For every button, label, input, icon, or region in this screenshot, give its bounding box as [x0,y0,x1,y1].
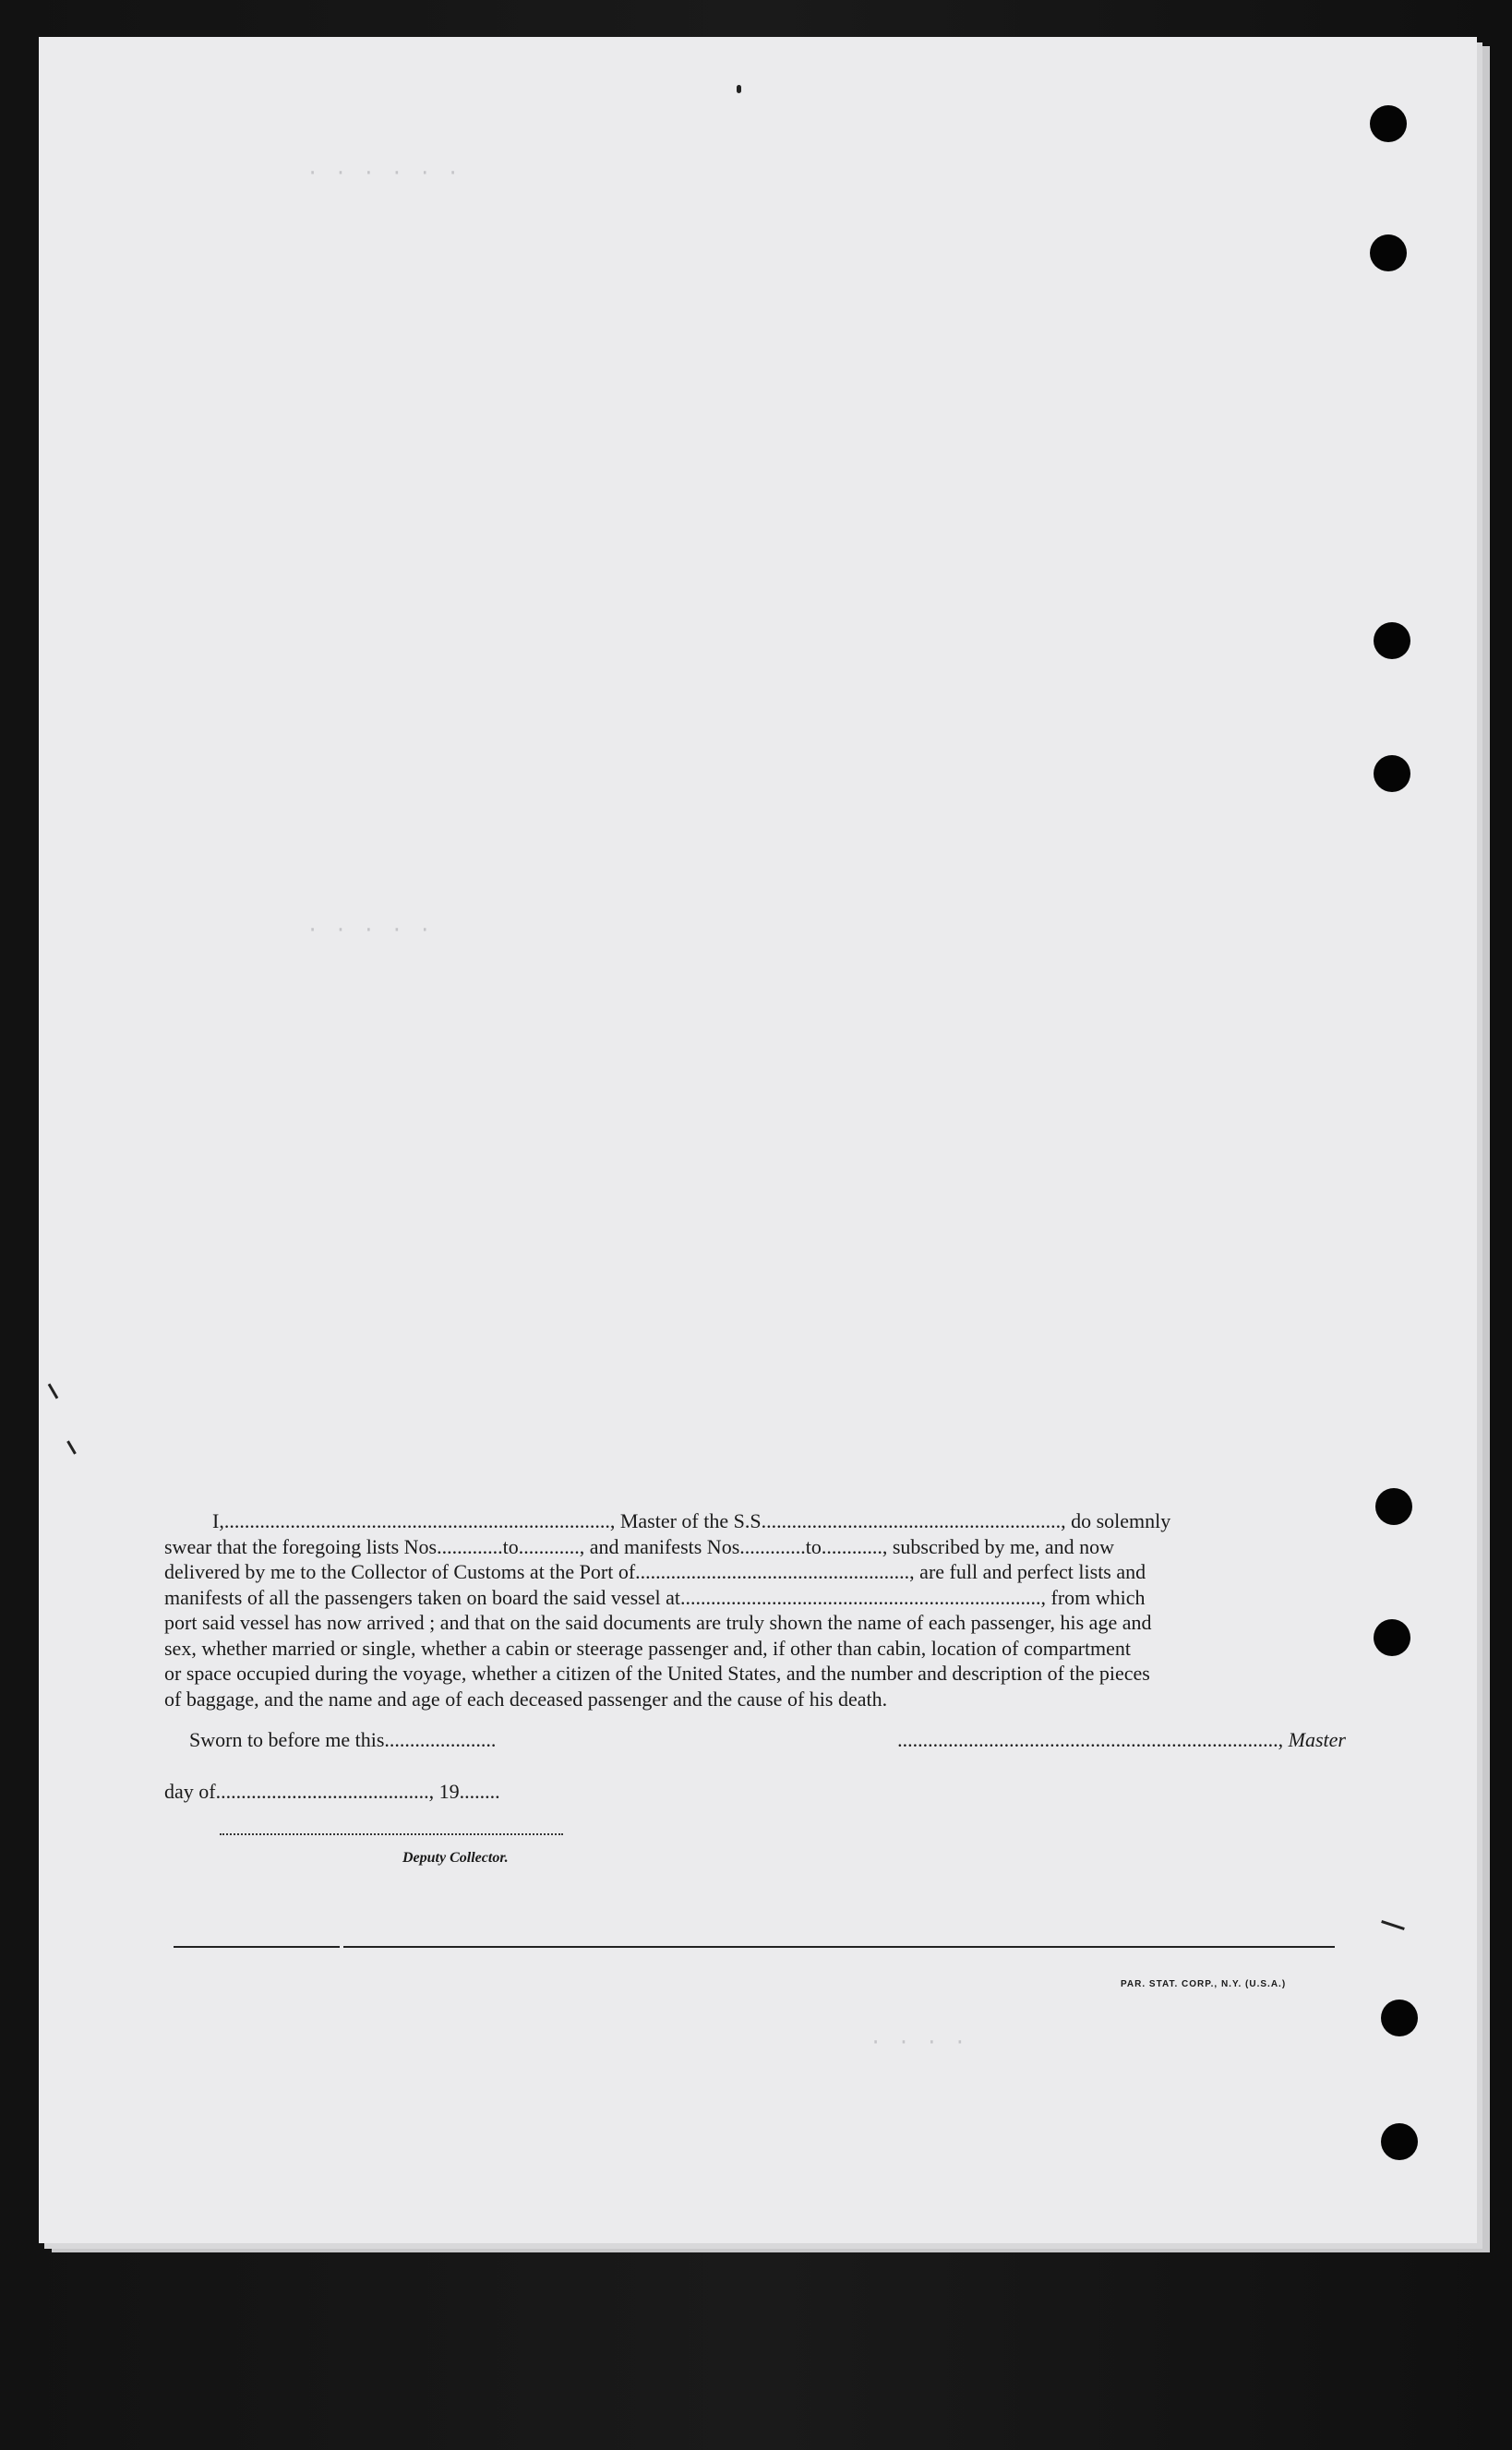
oath-paragraph [164,1508,1342,1711]
punch-hole [1374,1619,1410,1656]
document-page [39,37,1477,2243]
printer-mark: PAR. STAT. CORP., N.Y. (U.S.A.) [1121,1979,1287,1989]
punch-hole [1381,2000,1418,2036]
master-signature-line [866,1728,1346,1752]
oath-line: or space occupied during the voyage, whether a citizen of the United States, and the number and description of the pieces [164,1662,1150,1685]
deputy-signature-line [220,1833,563,1835]
oath-line: delivered by me to the Collector of Customs at the Port of......................................................, are full and perfect lists and [164,1560,1146,1583]
punch-hole [1381,2123,1418,2160]
master-label: Master [1288,1728,1346,1751]
oath-line: I,............................................................................, Master of the S.S..........................................................., do solemnly [212,1509,1171,1532]
oath-line: port said vessel has now arrived ; and that on the said documents are truly shown the name of each passenger, his age and [164,1611,1152,1634]
oath-line: swear that the foregoing lists Nos.............to............, and manifests Nos.............to............, subscribed by me, and now [164,1534,1114,1558]
punch-hole [1375,1488,1412,1525]
bleed-through-mark: · · · · [870,2031,968,2054]
punch-hole [1374,755,1410,792]
oath-line: sex, whether married or single, whether a cabin or steerage passenger and, if other than cabin, location of compartment [164,1636,1132,1660]
deputy-collector-label: Deputy Collector. [402,1850,509,1866]
oath-line: manifests of all the passengers taken on board the said vessel at......................................................................., from which [164,1585,1146,1609]
punch-hole [1370,234,1407,271]
punch-hole [1370,105,1407,142]
speck [737,85,741,93]
bottom-rule-left [174,1946,340,1948]
bottom-rule-right [343,1946,1335,1948]
oath-line: of baggage, and the name and age of each deceased passenger and the cause of his death. [164,1687,888,1711]
punch-hole [1374,622,1410,659]
master-signature-dots: ..........................................................................., [897,1728,1284,1751]
sworn-before-text: Sworn to before me this...................... [189,1728,497,1751]
bleed-through-mark: · · · · · · [306,162,462,185]
bleed-through-mark: · · · · · [306,919,433,942]
day-of-line: day of.........................................., 19........ [164,1780,500,1803]
